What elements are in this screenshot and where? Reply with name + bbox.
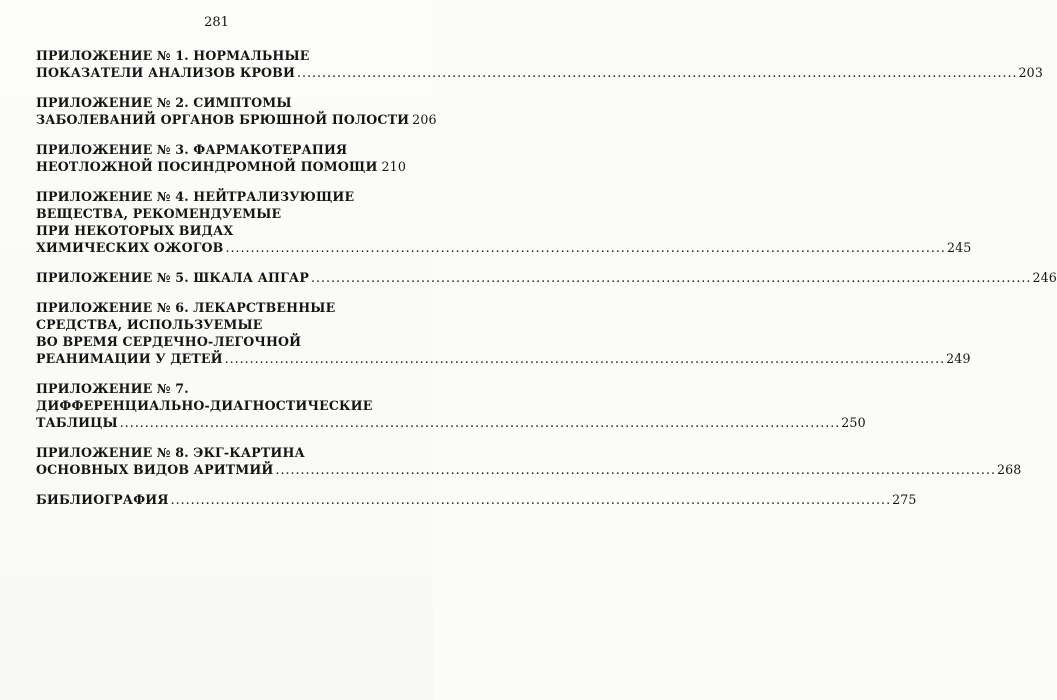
toc-entry-title-line: ПОКАЗАТЕЛИ АНАЛИЗОВ КРОВИ bbox=[36, 65, 296, 80]
toc-entry-title-line: ТАБЛИЦЫ bbox=[36, 415, 118, 430]
toc-entry-appendix-3[interactable] bbox=[36, 141, 406, 175]
toc-entry-title-line: ПРИЛОЖЕНИЕ № 2. СИМПТОМЫ bbox=[36, 95, 292, 110]
toc-entry-appendix-4[interactable] bbox=[36, 188, 972, 256]
toc-entry-title-line: ПРИЛОЖЕНИЕ № 1. НОРМАЛЬНЫЕ bbox=[36, 48, 310, 63]
toc-page-number: 249 bbox=[946, 351, 971, 366]
toc-entry-title-line: ДИФФЕРЕНЦИАЛЬНО-ДИАГНОСТИЧЕСКИЕ bbox=[36, 398, 373, 413]
toc-entry-title-line: ПРИЛОЖЕНИЕ № 3. ФАРМАКОТЕРАПИЯ bbox=[36, 142, 348, 157]
dot-leader bbox=[311, 269, 1031, 286]
toc-entry-title-line: ВО ВРЕМЯ СЕРДЕЧНО-ЛЕГОЧНОЙ bbox=[36, 334, 302, 349]
toc-entry-title-line: ПРИ НЕКОТОРЫХ ВИДАХ bbox=[36, 223, 234, 238]
dot-leader bbox=[171, 491, 891, 508]
toc-entry-title-line: ПРИЛОЖЕНИЕ № 7. bbox=[36, 381, 189, 396]
toc-entry-title-line: ПРИЛОЖЕНИЕ № 4. НЕЙТРАЛИЗУЮЩИЕ bbox=[36, 189, 355, 204]
toc-page-number: 246 bbox=[1032, 270, 1057, 285]
dot-leader bbox=[120, 414, 840, 431]
toc-entry-appendix-8[interactable] bbox=[36, 444, 1022, 478]
dot-leader bbox=[275, 461, 995, 478]
toc-entry-title-line: ПРИЛОЖЕНИЕ № 5. ШКАЛА АПГАР bbox=[36, 270, 309, 285]
toc-entry-title-line: РЕАНИМАЦИИ У ДЕТЕЙ bbox=[36, 351, 223, 366]
toc-entry-title-line: СРЕДСТВА, ИСПОЛЬЗУЕМЫЕ bbox=[36, 317, 263, 332]
dot-leader bbox=[225, 350, 945, 367]
toc-entry-appendix-5[interactable] bbox=[36, 269, 1057, 286]
toc-page-number: 206 bbox=[412, 112, 437, 127]
toc-entry-appendix-2[interactable] bbox=[36, 94, 437, 128]
toc-page-number: 250 bbox=[841, 415, 866, 430]
toc-page-number: 268 bbox=[996, 462, 1022, 477]
toc-entry-title-line: ВЕЩЕСТВА, РЕКОМЕНДУЕМЫЕ bbox=[36, 206, 282, 221]
toc-entry-title-line: ЗАБОЛЕВАНИЙ ОРГАНОВ БРЮШНОЙ ПОЛОСТИ bbox=[36, 112, 410, 127]
toc-entry-title-line: ПРИЛОЖЕНИЕ № 8. ЭКГ-КАРТИНА bbox=[36, 445, 305, 460]
dot-leader bbox=[225, 239, 945, 256]
toc-page-number: 245 bbox=[946, 240, 972, 255]
dot-leader bbox=[380, 158, 381, 175]
toc-entry-appendix-1[interactable] bbox=[36, 47, 1043, 81]
toc-entry-appendix-7[interactable] bbox=[36, 380, 866, 431]
page-number: 281 bbox=[204, 15, 229, 30]
toc-page-number: 275 bbox=[892, 492, 917, 507]
toc-entry-title-line: ОСНОВНЫХ ВИДОВ АРИТМИЙ bbox=[36, 462, 274, 477]
toc-entry-title-line: НЕОТЛОЖНОЙ ПОСИНДРОМНОЙ ПОМОЩИ bbox=[36, 159, 378, 174]
toc-entry-appendix-6[interactable] bbox=[36, 299, 971, 367]
toc-entry-title-line: ПРИЛОЖЕНИЕ № 6. ЛЕКАРСТВЕННЫЕ bbox=[36, 300, 336, 315]
toc-page-number: 210 bbox=[381, 159, 406, 174]
dot-leader bbox=[297, 64, 1017, 81]
toc-entry-title-line: БИБЛИОГРАФИЯ bbox=[36, 492, 169, 507]
toc-entry-title-line: ХИМИЧЕСКИХ ОЖОГОВ bbox=[36, 240, 224, 255]
toc-page-number: 203 bbox=[1018, 65, 1043, 80]
table-of-contents bbox=[36, 47, 1057, 521]
toc-entry-bibliography[interactable] bbox=[36, 491, 917, 508]
